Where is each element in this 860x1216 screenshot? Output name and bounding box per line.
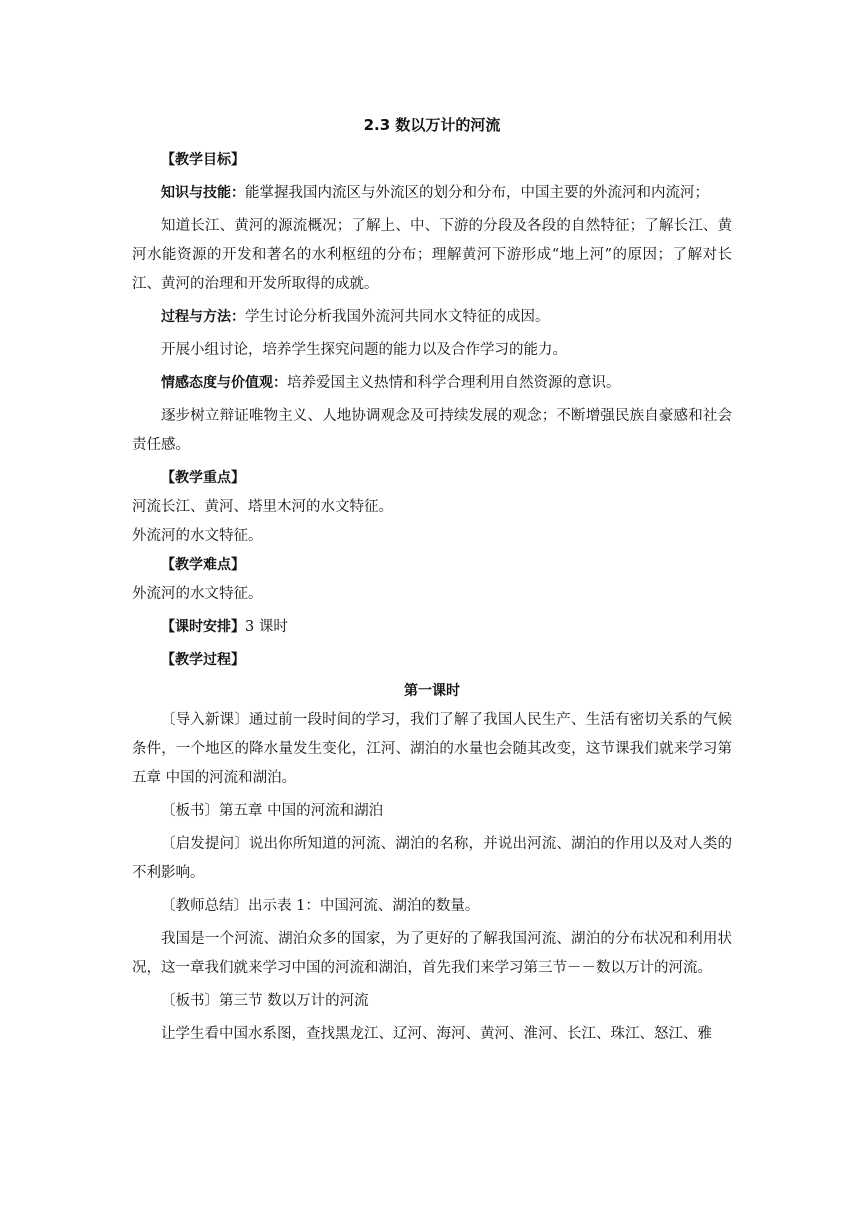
knowledge-text: 能掌握我国内流区与外流区的划分和分布，中国主要的外流河和内流河； xyxy=(245,185,709,201)
key-point-1: 河流长江、黄河、塔里木河的水文特征。 xyxy=(132,499,393,515)
emotion-paragraph xyxy=(132,369,732,398)
process-text: 学生讨论分析我国外流河共同水文特征的成因。 xyxy=(245,309,550,325)
schedule-value: 3 课时 xyxy=(245,619,288,635)
knowledge-paragraph-2: 知道长江、黄河的源流概况；了解上、中、下游的分段及各段的自然特征；了解长江、黄河水能资源的开发和著名的水利枢纽的分布；理解黄河下游形成“地上河”的原因；了解对长江、黄河的治理和开发所取得的成就。 xyxy=(132,218,732,292)
schedule-heading: 【课时安排】 xyxy=(161,619,245,635)
schedule-line xyxy=(132,613,732,642)
emotion-label: 情感态度与价值观： xyxy=(161,375,287,391)
process-label: 过程与方法： xyxy=(161,309,245,325)
process-body-paragraph: 让学生看中国水系图，查找黑龙江、辽河、海河、黄河、淮河、长江、珠江、怒江、雅 xyxy=(161,1026,712,1042)
process-body-paragraph: 〔启发提问〕说出你所知道的河流、湖泊的名称，并说出河流、湖泊的作用以及对人类的不利影响。 xyxy=(132,836,732,881)
lesson-title: 第一课时 xyxy=(404,683,460,699)
knowledge-paragraph xyxy=(132,179,732,208)
process-body-paragraph: 我国是一个河流、湖泊众多的国家，为了更好的了解我国河流、湖泊的分布状况和利用状况，这一章我们就来学习中国的河流和湖泊，首先我们来学习第三节－－数以万计的河流。 xyxy=(132,931,732,976)
process-paragraph xyxy=(132,303,732,332)
difficulties-heading: 【教学难点】 xyxy=(161,557,245,573)
knowledge-label: 知识与技能： xyxy=(161,185,245,201)
process-paragraph-2: 开展小组讨论，培养学生探究问题的能力以及合作学习的能力。 xyxy=(161,342,567,358)
process-body-paragraph: 〔导入新课〕通过前一段时间的学习，我们了解了我国人民生产、生活有密切关系的气候条件，一个地区的降水量发生变化，江河、湖泊的水量也会随其改变，这节课我们就来学习第五章 中国的河流和湖泊。 xyxy=(132,712,732,786)
key-point-2: 外流河的水文特征。 xyxy=(132,528,263,544)
process-body-paragraph: 〔板书〕第五章 中国的河流和湖泊 xyxy=(161,803,384,819)
difficulty-1: 外流河的水文特征。 xyxy=(132,586,263,602)
objectives-heading: 【教学目标】 xyxy=(161,152,245,168)
document-title: 2.3 数以万计的河流 xyxy=(363,116,501,134)
key-points-heading: 【教学重点】 xyxy=(161,470,245,486)
process-body-paragraph: 〔教师总结〕出示表 1：中国河流、湖泊的数量。 xyxy=(161,898,480,914)
emotion-text: 培养爱国主义热情和科学合理利用自然资源的意识。 xyxy=(287,375,621,391)
emotion-paragraph-2: 逐步树立辩证唯物主义、人地协调观念及可持续发展的观念；不断增强民族自豪感和社会责任感。 xyxy=(132,408,732,453)
process-body-paragraph: 〔板书〕第三节 数以万计的河流 xyxy=(161,993,369,1009)
process-heading: 【教学过程】 xyxy=(161,652,245,668)
